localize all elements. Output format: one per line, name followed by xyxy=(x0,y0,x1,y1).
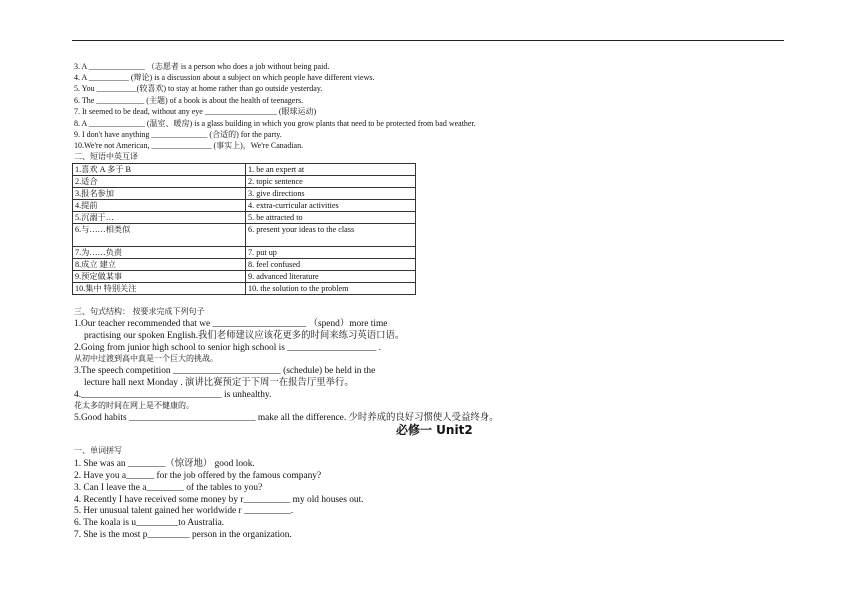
phrase-en: 3. give directions xyxy=(246,188,416,200)
phrase-cn: 5.沉溺于… xyxy=(73,212,246,224)
section-heading: 一、单词拼写 xyxy=(74,446,122,455)
question-line: 4. A __________ (辩论) is a discussion about a subject on which people have different views. xyxy=(74,73,375,82)
phrase-cn: 7.为……负责 xyxy=(73,247,246,259)
sentence-line: practising our spoken English.我们老师建议应该花更多的时间来练习英语口语。 xyxy=(84,331,405,341)
table-row xyxy=(73,224,416,247)
phrase-cn: 1.喜欢 A 多于 B xyxy=(73,164,246,176)
question-line: 4. Recently I have received some money by r__________ my old houses out. xyxy=(74,495,364,505)
phrase-cn: 4.提前 xyxy=(73,200,246,212)
phrase-cn: 6.与……相类似 xyxy=(73,224,246,247)
table-row xyxy=(73,188,416,200)
table-row xyxy=(73,176,416,188)
table-row xyxy=(73,200,416,212)
phrase-cn: 10.集中 特别关注 xyxy=(73,283,246,295)
phrase-cn: 8.成立 建立 xyxy=(73,259,246,271)
question-line: 3. Can I leave the a________ of the tables to you? xyxy=(74,483,263,493)
table-row xyxy=(73,271,416,283)
sentence-line: 花太多的时间在网上是不健康的。 xyxy=(74,401,194,410)
phrase-cn: 2.适合 xyxy=(73,176,246,188)
section-heading: 三、句式结构： 按要求完成下列句子 xyxy=(74,307,205,316)
phrase-en: 8. feel confused xyxy=(246,259,416,271)
phrase-en: 7. put up xyxy=(246,247,416,259)
question-line: 10.We're not American, _______________ (事实上)，We're Canadian. xyxy=(74,141,304,150)
question-line: 5. You __________(较喜欢) to stay at home rather than go outside yesterday. xyxy=(74,84,323,93)
table-row xyxy=(73,247,416,259)
question-line: 2. Have you a______ for the job offered by the famous company? xyxy=(74,471,322,481)
phrase-en: 9. advanced literature xyxy=(246,271,416,283)
phrase-en: 1. be an expert at xyxy=(246,164,416,176)
phrase-table xyxy=(72,163,416,295)
phrase-cn: 3.报名参加 xyxy=(73,188,246,200)
sentence-line: 从初中过渡到高中真是一个巨大的挑战。 xyxy=(74,354,218,363)
phrase-en: 4. extra-curricular activities xyxy=(246,200,416,212)
question-line: 1. She was an ________（惊讶地） good look. xyxy=(74,459,255,469)
section-heading: 二、短语中英互译 xyxy=(74,152,138,161)
sentence-line: 3.The speech competition _______________________ (schedule) be held in the xyxy=(74,366,376,376)
sentence-line: 4.______________________________ is unhealthy. xyxy=(74,390,272,400)
question-line: 3. A ______________ （志愿者 is a person who does a job without being paid. xyxy=(74,62,330,71)
sentence-line: 1.Our teacher recommended that we ____________________ （spend）more time xyxy=(74,319,388,329)
phrase-cn: 9.预定做某事 xyxy=(73,271,246,283)
header-rule xyxy=(72,40,784,41)
question-line: 9. I don't have anything ______________ (合适的) for the party. xyxy=(74,130,282,139)
sentence-line: lecture hall next Monday . 演讲比赛预定于下周一在报告厅里举行。 xyxy=(84,378,354,388)
phrase-en: 10. the solution to the problem xyxy=(246,283,416,295)
table-row xyxy=(73,259,416,271)
unit-title: 必修一 Unit2 xyxy=(396,423,473,437)
table-row xyxy=(73,164,416,176)
phrase-en: 6. present your ideas to the class xyxy=(246,224,416,247)
sentence-line: 2.Going from junior high school to senior high school is ___________________ . xyxy=(74,343,382,353)
table-row xyxy=(73,283,416,295)
question-line: 7. She is the most p_________ person in the organization. xyxy=(74,530,292,540)
phrase-en: 5. be attracted to xyxy=(246,212,416,224)
question-line: 6. The koala is u_________to Australia. xyxy=(74,518,225,528)
sentence-line: 5.Good habits ___________________________ make all the difference. 少时养成的良好习惯使人受益终身。 xyxy=(74,413,499,423)
question-line: 5. Her unusual talent gained her worldwide r __________. xyxy=(74,506,294,516)
table-row xyxy=(73,212,416,224)
phrase-en: 2. topic sentence xyxy=(246,176,416,188)
question-line: 7. It seemed to be dead, without any eye __________________ (眼球运动) xyxy=(74,107,317,116)
question-line: 8. A ______________ (温室、暖房) is a glass building in which you grow plants that need to be protected from bad weather. xyxy=(74,119,476,128)
question-line: 6. The ____________ (主题) of a book is about the health of teenagers. xyxy=(74,96,304,105)
